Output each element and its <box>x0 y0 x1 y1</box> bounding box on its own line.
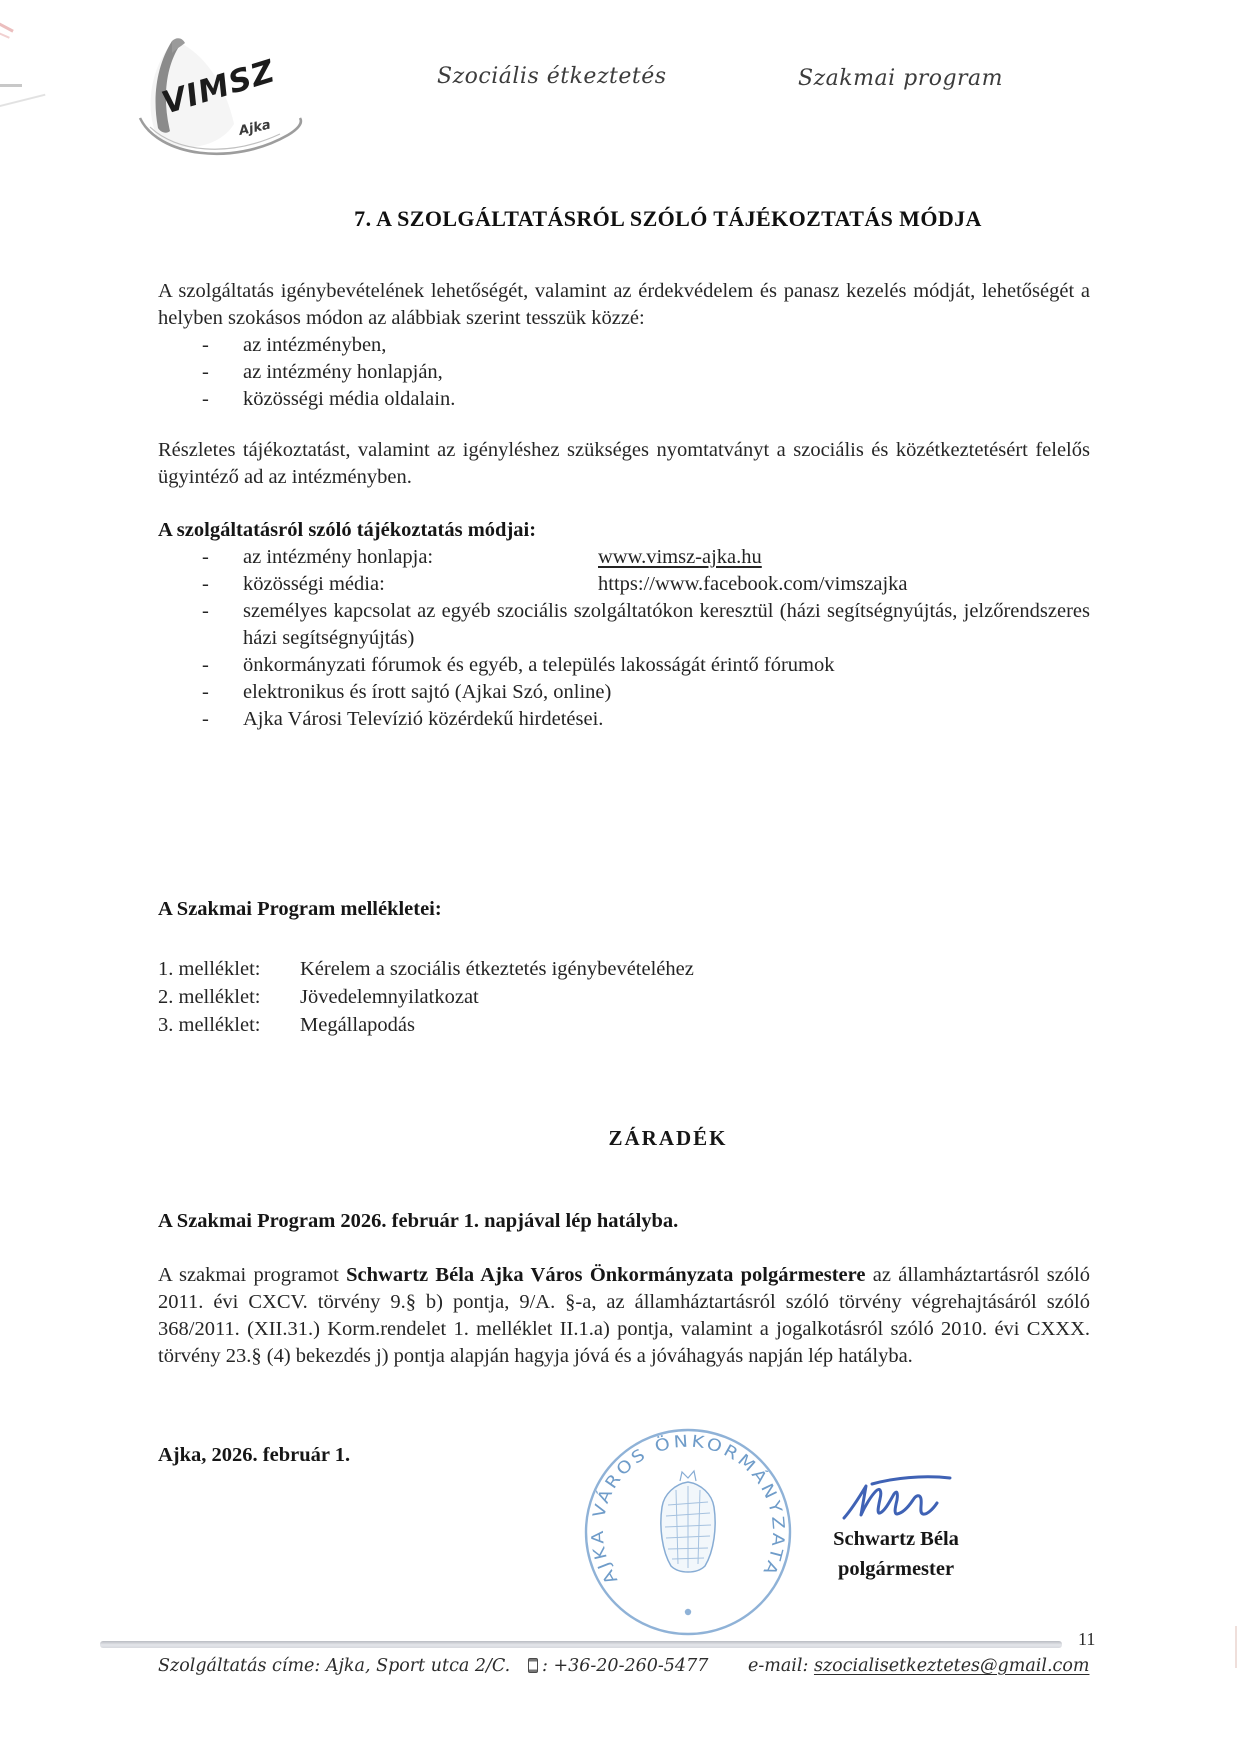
zaradek-heading: ZÁRADÉK <box>608 1126 728 1150</box>
approval-text-1: A szakmai programot <box>158 1264 347 1286</box>
info-methods-heading: A szolgáltatásról szóló tájékoztatás módjai: <box>158 519 537 541</box>
attachment-value: Megállapodás <box>300 1014 415 1036</box>
scan-artifact-diagonal <box>0 94 45 109</box>
list-item <box>158 706 1090 733</box>
website-label: az intézmény honlapja: <box>243 546 434 568</box>
list-item <box>158 332 1090 359</box>
list-item-text: elektronikus és írott sajtó (Ajkai Szó, online) <box>243 681 612 703</box>
attachment-label: 3. melléklet: <box>158 1014 261 1036</box>
info-methods-list <box>158 544 1090 733</box>
list-item <box>158 386 1090 413</box>
website-url: www.vimsz-ajka.hu <box>598 546 762 568</box>
section-title: 7. A SZOLGÁLTATÁSRÓL SZÓLÓ TÁJÉKOZTATÁS MÓDJA <box>354 206 982 231</box>
header-document-subject: Szociális étkeztetés <box>437 64 667 89</box>
list-item-text: közösségi média oldalain. <box>243 388 456 410</box>
scan-artifact-edge <box>1235 1626 1237 1668</box>
scan-artifact-gray-dash <box>0 84 22 87</box>
footer-email-address: szocialisetkeztetes@gmail.com <box>813 1656 1090 1676</box>
vimsz-logo-graphic <box>128 34 303 172</box>
list-item-text: önkormányzati fórumok és egyéb, a település lakosságát érintő fórumok <box>243 654 835 676</box>
logo-wordmark: VIMSZ <box>157 53 280 122</box>
attachment-value: Kérelem a szociális étkeztetés igénybevételéhez <box>300 958 694 980</box>
list-item-social <box>158 571 1090 598</box>
scan-artifact-red-mark <box>0 22 14 32</box>
signature-block <box>796 1524 996 1584</box>
footer-divider-rule <box>100 1641 1062 1648</box>
stamp-text: AJKA VÁROS ÖNKORMÁNYZATA <box>587 1431 789 1588</box>
stamp-bottom-dot <box>685 1609 691 1615</box>
scan-artifact-red-mark <box>0 31 10 39</box>
approver-name-bold: Schwartz Béla Ajka Város Önkormányzata polgármestere <box>346 1264 866 1286</box>
footer-service-address: Szolgáltatás címe: Ajka, Sport utca 2/C. <box>158 1656 511 1676</box>
attachment-row <box>158 955 1090 983</box>
bullet-dash: - <box>202 708 209 730</box>
bullet-dash: - <box>202 600 209 622</box>
attachments-list <box>158 955 1090 1039</box>
handwritten-signature <box>838 1472 963 1527</box>
phone-icon <box>528 1658 538 1673</box>
footer-phone <box>528 1656 708 1676</box>
footer-email <box>748 1656 1089 1676</box>
date-place-line: Ajka, 2026. február 1. <box>158 1444 351 1466</box>
approval-paragraph <box>158 1262 1090 1370</box>
list-item <box>158 598 1090 652</box>
footer-phone-number: : +36-20-260-5477 <box>542 1656 709 1676</box>
bullet-dash: - <box>202 681 209 703</box>
attachment-label: 1. melléklet: <box>158 958 261 980</box>
attachment-value: Jövedelemnyilatkozat <box>300 986 479 1008</box>
publication-list <box>158 332 1090 413</box>
signatory-title: polgármester <box>837 1558 955 1580</box>
vimsz-logo <box>128 34 303 177</box>
bullet-dash: - <box>202 361 209 383</box>
effective-date-line: A Szakmai Program 2026. február 1. napjával lép hatályba. <box>158 1210 679 1232</box>
logo-subtext: Ajka <box>237 117 273 139</box>
bullet-dash: - <box>202 573 209 595</box>
list-item-text: az intézményben, <box>243 334 387 356</box>
list-item-text: személyes kapcsolat az egyéb szociális szolgáltatókon keresztül (házi segítségnyújtás, jelzőrendszeres házi segítségnyújtás) <box>243 600 1090 649</box>
attachment-label: 2. melléklet: <box>158 986 261 1008</box>
attachment-row <box>158 1011 1090 1039</box>
bullet-dash: - <box>202 546 209 568</box>
list-item-text: Ajka Városi Televízió közérdekű hirdetései. <box>243 708 604 730</box>
list-item <box>158 652 1090 679</box>
bullet-dash: - <box>202 388 209 410</box>
list-item-text: az intézmény honlapján, <box>243 361 443 383</box>
facebook-url: https://www.facebook.com/vimszajka <box>598 573 908 595</box>
list-item <box>158 679 1090 706</box>
official-round-stamp <box>575 1420 805 1645</box>
attachments-heading: A Szakmai Program mellékletei: <box>158 898 442 920</box>
list-item <box>158 359 1090 386</box>
signatory-name: Schwartz Béla <box>833 1528 959 1550</box>
paragraph-publication: A szolgáltatás igénybevételének lehetőségét, valamint az érdekvédelem és panasz kezelés módját, lehetőségét a helyben szokásos módon az alábbiak szerint tesszük közzé: <box>158 280 1090 329</box>
list-item-website <box>158 544 1090 571</box>
page-number: 11 <box>1078 1629 1096 1649</box>
approval-text-2: az államháztartásról szóló 2011. évi CXCV. törvény 9.§ b) pontja, 9/A. §-a, az államháztartásról szóló törvény végrehajtásáról szóló 368/2011. (XII.31.) Korm.rendelet 1. melléklet II.1.a) pontja, valamint a jogalkotásról szóló 2010. évi CXXX. törvény 23.§ (4) bekezdés j) pontja alapján hagyja jóvá és a jóváhagyás napján lép hatályba. <box>158 1264 1091 1367</box>
bullet-dash: - <box>202 654 209 676</box>
main-content <box>158 278 1090 733</box>
attachments-section <box>158 896 1090 1039</box>
footer-email-label: e-mail: <box>748 1656 809 1676</box>
bullet-dash: - <box>202 334 209 356</box>
header-document-type: Szakmai program <box>798 66 1004 91</box>
social-label: közösségi média: <box>243 573 385 595</box>
paragraph-detailed-info: Részletes tájékoztatást, valamint az igényléshez szükséges nyomtatványt a szociális és közétkeztetésért felelős ügyintéző ad az intézményben. <box>158 439 1090 488</box>
attachment-row <box>158 983 1090 1011</box>
